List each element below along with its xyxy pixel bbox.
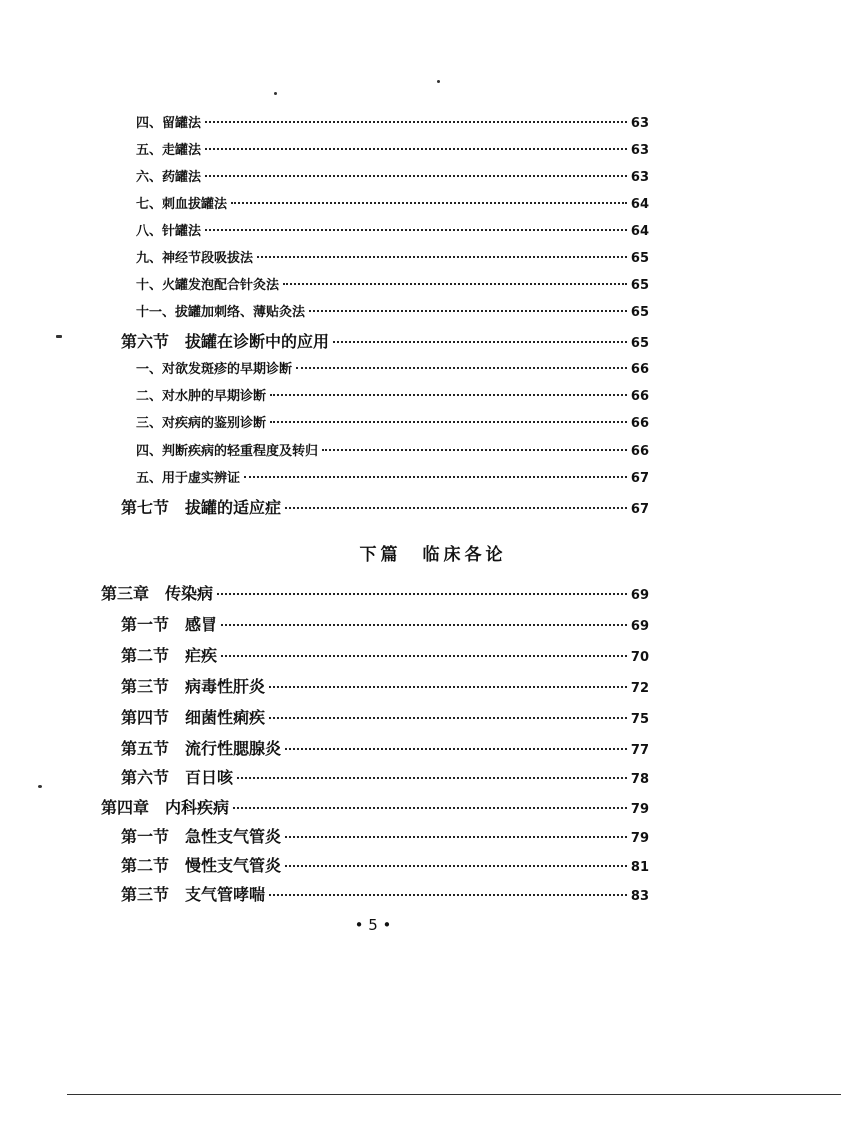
- toc-section-entry: [121, 643, 649, 663]
- toc-leader-dots: [233, 807, 627, 809]
- toc-leader-dots: [205, 121, 627, 123]
- toc-entry-title: 七、刺血拔罐法: [136, 197, 228, 212]
- toc-entry-page: 72: [630, 681, 649, 696]
- scan-speck: [38, 785, 42, 788]
- toc-entry-title: 第七节 拔罐的适应症: [121, 498, 282, 517]
- toc-entry-page: 78: [630, 772, 649, 787]
- toc-section-entry: [121, 495, 649, 515]
- toc-entry-title: 第六节 拔罐在诊断中的应用: [121, 332, 330, 351]
- toc-entry-title: 第一节 急性支气管炎: [121, 827, 282, 846]
- toc-leader-dots: [283, 283, 627, 285]
- toc-entry-page: 63: [630, 170, 649, 185]
- toc-entry-title: 十一、拔罐加刺络、薄贴灸法: [136, 305, 306, 320]
- toc-entry: [136, 385, 649, 405]
- toc-section-entry: [121, 765, 649, 785]
- toc-entry-title: 第三节 支气管哮喘: [121, 885, 266, 904]
- toc-entry-page: 66: [630, 416, 649, 431]
- toc-entry-title: 八、针罐法: [136, 224, 202, 239]
- toc-leader-dots: [333, 341, 627, 343]
- toc-entry: [136, 412, 649, 432]
- toc-entry-title: 第五节 流行性腮腺炎: [121, 739, 282, 758]
- toc-entry-page: 63: [630, 143, 649, 158]
- toc-entry-title: 三、对疾病的鉴别诊断: [136, 416, 267, 431]
- toc-entry-title: 第三节 病毒性肝炎: [121, 677, 266, 696]
- toc-leader-dots: [221, 655, 627, 657]
- toc-section-entry: [121, 736, 649, 756]
- toc-entry-page: 79: [630, 802, 649, 817]
- toc-section-entry: [121, 824, 649, 844]
- toc-leader-dots: [285, 836, 627, 838]
- toc-entry-page: 67: [630, 471, 649, 486]
- toc-leader-dots: [205, 148, 627, 150]
- toc-entry-page: 66: [630, 362, 649, 377]
- toc-entry-page: 79: [630, 831, 649, 846]
- toc-entry: [136, 358, 649, 378]
- toc-entry-page: 70: [630, 650, 649, 665]
- toc-entry: [136, 467, 649, 487]
- toc-entry: [136, 247, 649, 267]
- toc-entry-page: 63: [630, 116, 649, 131]
- toc-leader-dots: [205, 229, 627, 231]
- toc-leader-dots: [296, 367, 627, 369]
- toc-entry-page: 65: [630, 251, 649, 266]
- toc-entry-title: 第六节 百日咳: [121, 768, 234, 787]
- toc-leader-dots: [244, 476, 627, 478]
- toc-entry: [136, 301, 649, 321]
- toc-section-entry: [121, 853, 649, 873]
- toc-entry-title: 一、对欲发斑疹的早期诊断: [136, 362, 293, 377]
- toc-entry-page: 83: [630, 889, 649, 904]
- toc-entry-title: 第二节 疟疾: [121, 646, 218, 665]
- toc-entry-page: 65: [630, 305, 649, 320]
- toc-entry-page: 64: [630, 197, 649, 212]
- toc-entry-page: 69: [630, 588, 649, 603]
- toc-leader-dots: [221, 624, 627, 626]
- toc-entry-title: 五、用于虚实辨证: [136, 471, 241, 486]
- toc-entry-page: 77: [630, 743, 649, 758]
- toc-entry: [136, 220, 649, 240]
- toc-section-entry: [121, 705, 649, 725]
- toc-leader-dots: [269, 686, 627, 688]
- toc-entry: [136, 112, 649, 132]
- toc-leader-dots: [270, 394, 627, 396]
- toc-entry-page: 81: [630, 860, 649, 875]
- toc-entry-page: 65: [630, 278, 649, 293]
- toc-leader-dots: [237, 777, 627, 779]
- toc-leader-dots: [205, 175, 627, 177]
- toc-chapter-entry: [101, 795, 649, 815]
- toc-section-entry: [121, 612, 649, 632]
- toc-entry-title: 第二节 慢性支气管炎: [121, 856, 282, 875]
- toc-entry-page: 66: [630, 389, 649, 404]
- toc-entry: [136, 193, 649, 213]
- scan-speck: [437, 80, 440, 83]
- toc-entry-page: 75: [630, 712, 649, 727]
- toc-entry-title: 第一节 感冒: [121, 615, 218, 634]
- toc-entry: [136, 166, 649, 186]
- toc-entry-title: 第三章 传染病: [101, 584, 214, 603]
- toc-entry: [136, 440, 649, 460]
- toc-entry-title: 第四章 内科疾病: [101, 798, 230, 817]
- toc-leader-dots: [285, 865, 627, 867]
- scan-speck: [274, 92, 277, 95]
- toc-entry-title: 四、留罐法: [136, 116, 202, 131]
- toc-leader-dots: [231, 202, 627, 204]
- toc-entry-title: 五、走罐法: [136, 143, 202, 158]
- toc-entry-title: 九、神经节段吸拔法: [136, 251, 254, 266]
- toc-leader-dots: [309, 310, 627, 312]
- toc-entry-page: 66: [630, 444, 649, 459]
- toc-section-entry: [121, 674, 649, 694]
- toc-entry-title: 六、药罐法: [136, 170, 202, 185]
- scan-speck: [56, 335, 62, 338]
- toc-entry-page: 64: [630, 224, 649, 239]
- toc-leader-dots: [257, 256, 627, 258]
- toc-entry: [136, 274, 649, 294]
- toc-leader-dots: [285, 748, 627, 750]
- toc-entry: [136, 139, 649, 159]
- toc-section-entry: [121, 329, 649, 349]
- toc-entry-page: 67: [630, 502, 649, 517]
- toc-entry-title: 四、判断疾病的轻重程度及转归: [136, 444, 319, 459]
- toc-entry-page: 69: [630, 619, 649, 634]
- toc-entry-title: 二、对水肿的早期诊断: [136, 389, 267, 404]
- toc-leader-dots: [269, 717, 627, 719]
- part-title: 下篇 临床各论: [359, 545, 507, 565]
- toc-leader-dots: [270, 421, 627, 423]
- toc-chapter-entry: [101, 581, 649, 601]
- toc-entry-title: 十、火罐发泡配合针灸法: [136, 278, 280, 293]
- toc-entry-title: 第四节 细菌性痢疾: [121, 708, 266, 727]
- toc-section-entry: [121, 882, 649, 902]
- toc-entry-page: 65: [630, 336, 649, 351]
- toc-leader-dots: [322, 449, 627, 451]
- toc-leader-dots: [285, 507, 627, 509]
- page-number: • 5 •: [354, 916, 392, 934]
- toc-leader-dots: [217, 593, 627, 595]
- bottom-rule: [67, 1094, 841, 1095]
- toc-leader-dots: [269, 894, 627, 896]
